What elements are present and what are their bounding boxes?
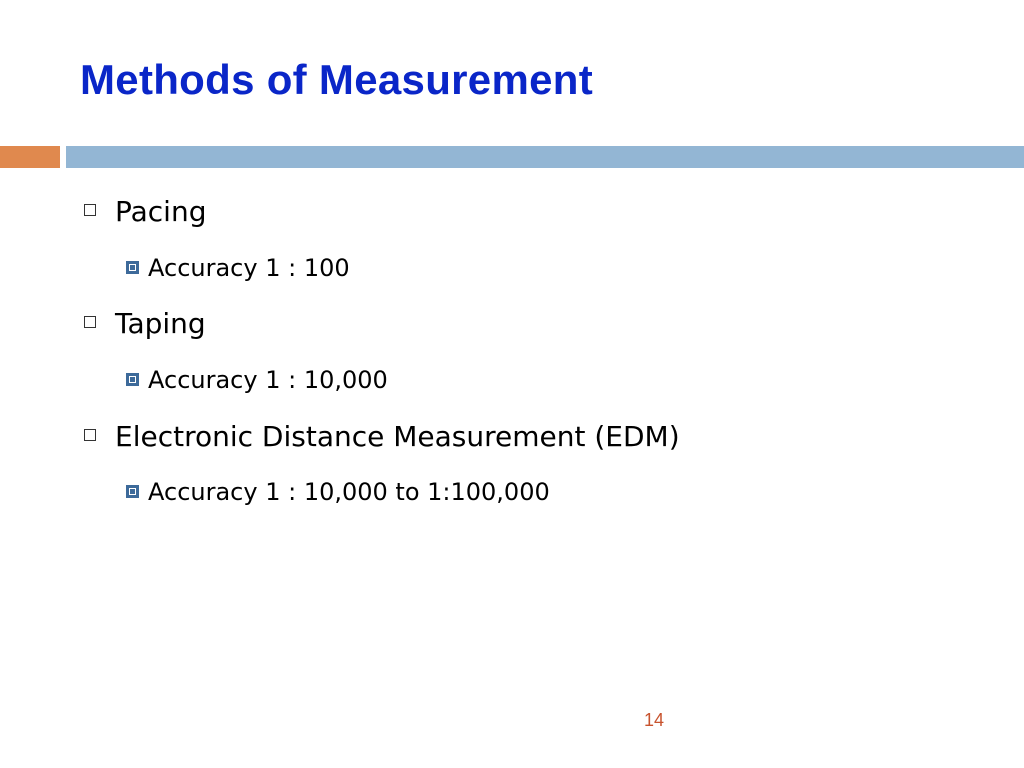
sub-bullet-item xyxy=(126,253,350,283)
hollow-square-bullet-icon xyxy=(84,429,96,441)
hollow-square-bullet-icon xyxy=(84,204,96,216)
bullet-item xyxy=(84,419,680,455)
bullet-item xyxy=(84,306,206,342)
slide-title: Methods of Measurement xyxy=(80,56,593,103)
filled-square-bullet-icon xyxy=(126,261,139,274)
sub-bullet-label: Accuracy 1 : 10,000 to 1:100,000 xyxy=(148,478,550,506)
bullet-label: Electronic Distance Measurement (EDM) xyxy=(115,420,680,453)
bullet-label: Pacing xyxy=(115,195,207,228)
sub-bullet-item xyxy=(126,477,550,507)
bullet-label: Taping xyxy=(115,307,206,340)
page-number: 14 xyxy=(644,710,665,730)
hollow-square-bullet-icon xyxy=(84,316,96,328)
filled-square-bullet-icon xyxy=(126,485,139,498)
filled-square-bullet-icon xyxy=(126,373,139,386)
sub-bullet-label: Accuracy 1 : 100 xyxy=(148,254,350,282)
sub-bullet-item xyxy=(126,365,388,395)
bullet-item xyxy=(84,194,206,230)
sub-bullet-label: Accuracy 1 : 10,000 xyxy=(148,366,388,394)
